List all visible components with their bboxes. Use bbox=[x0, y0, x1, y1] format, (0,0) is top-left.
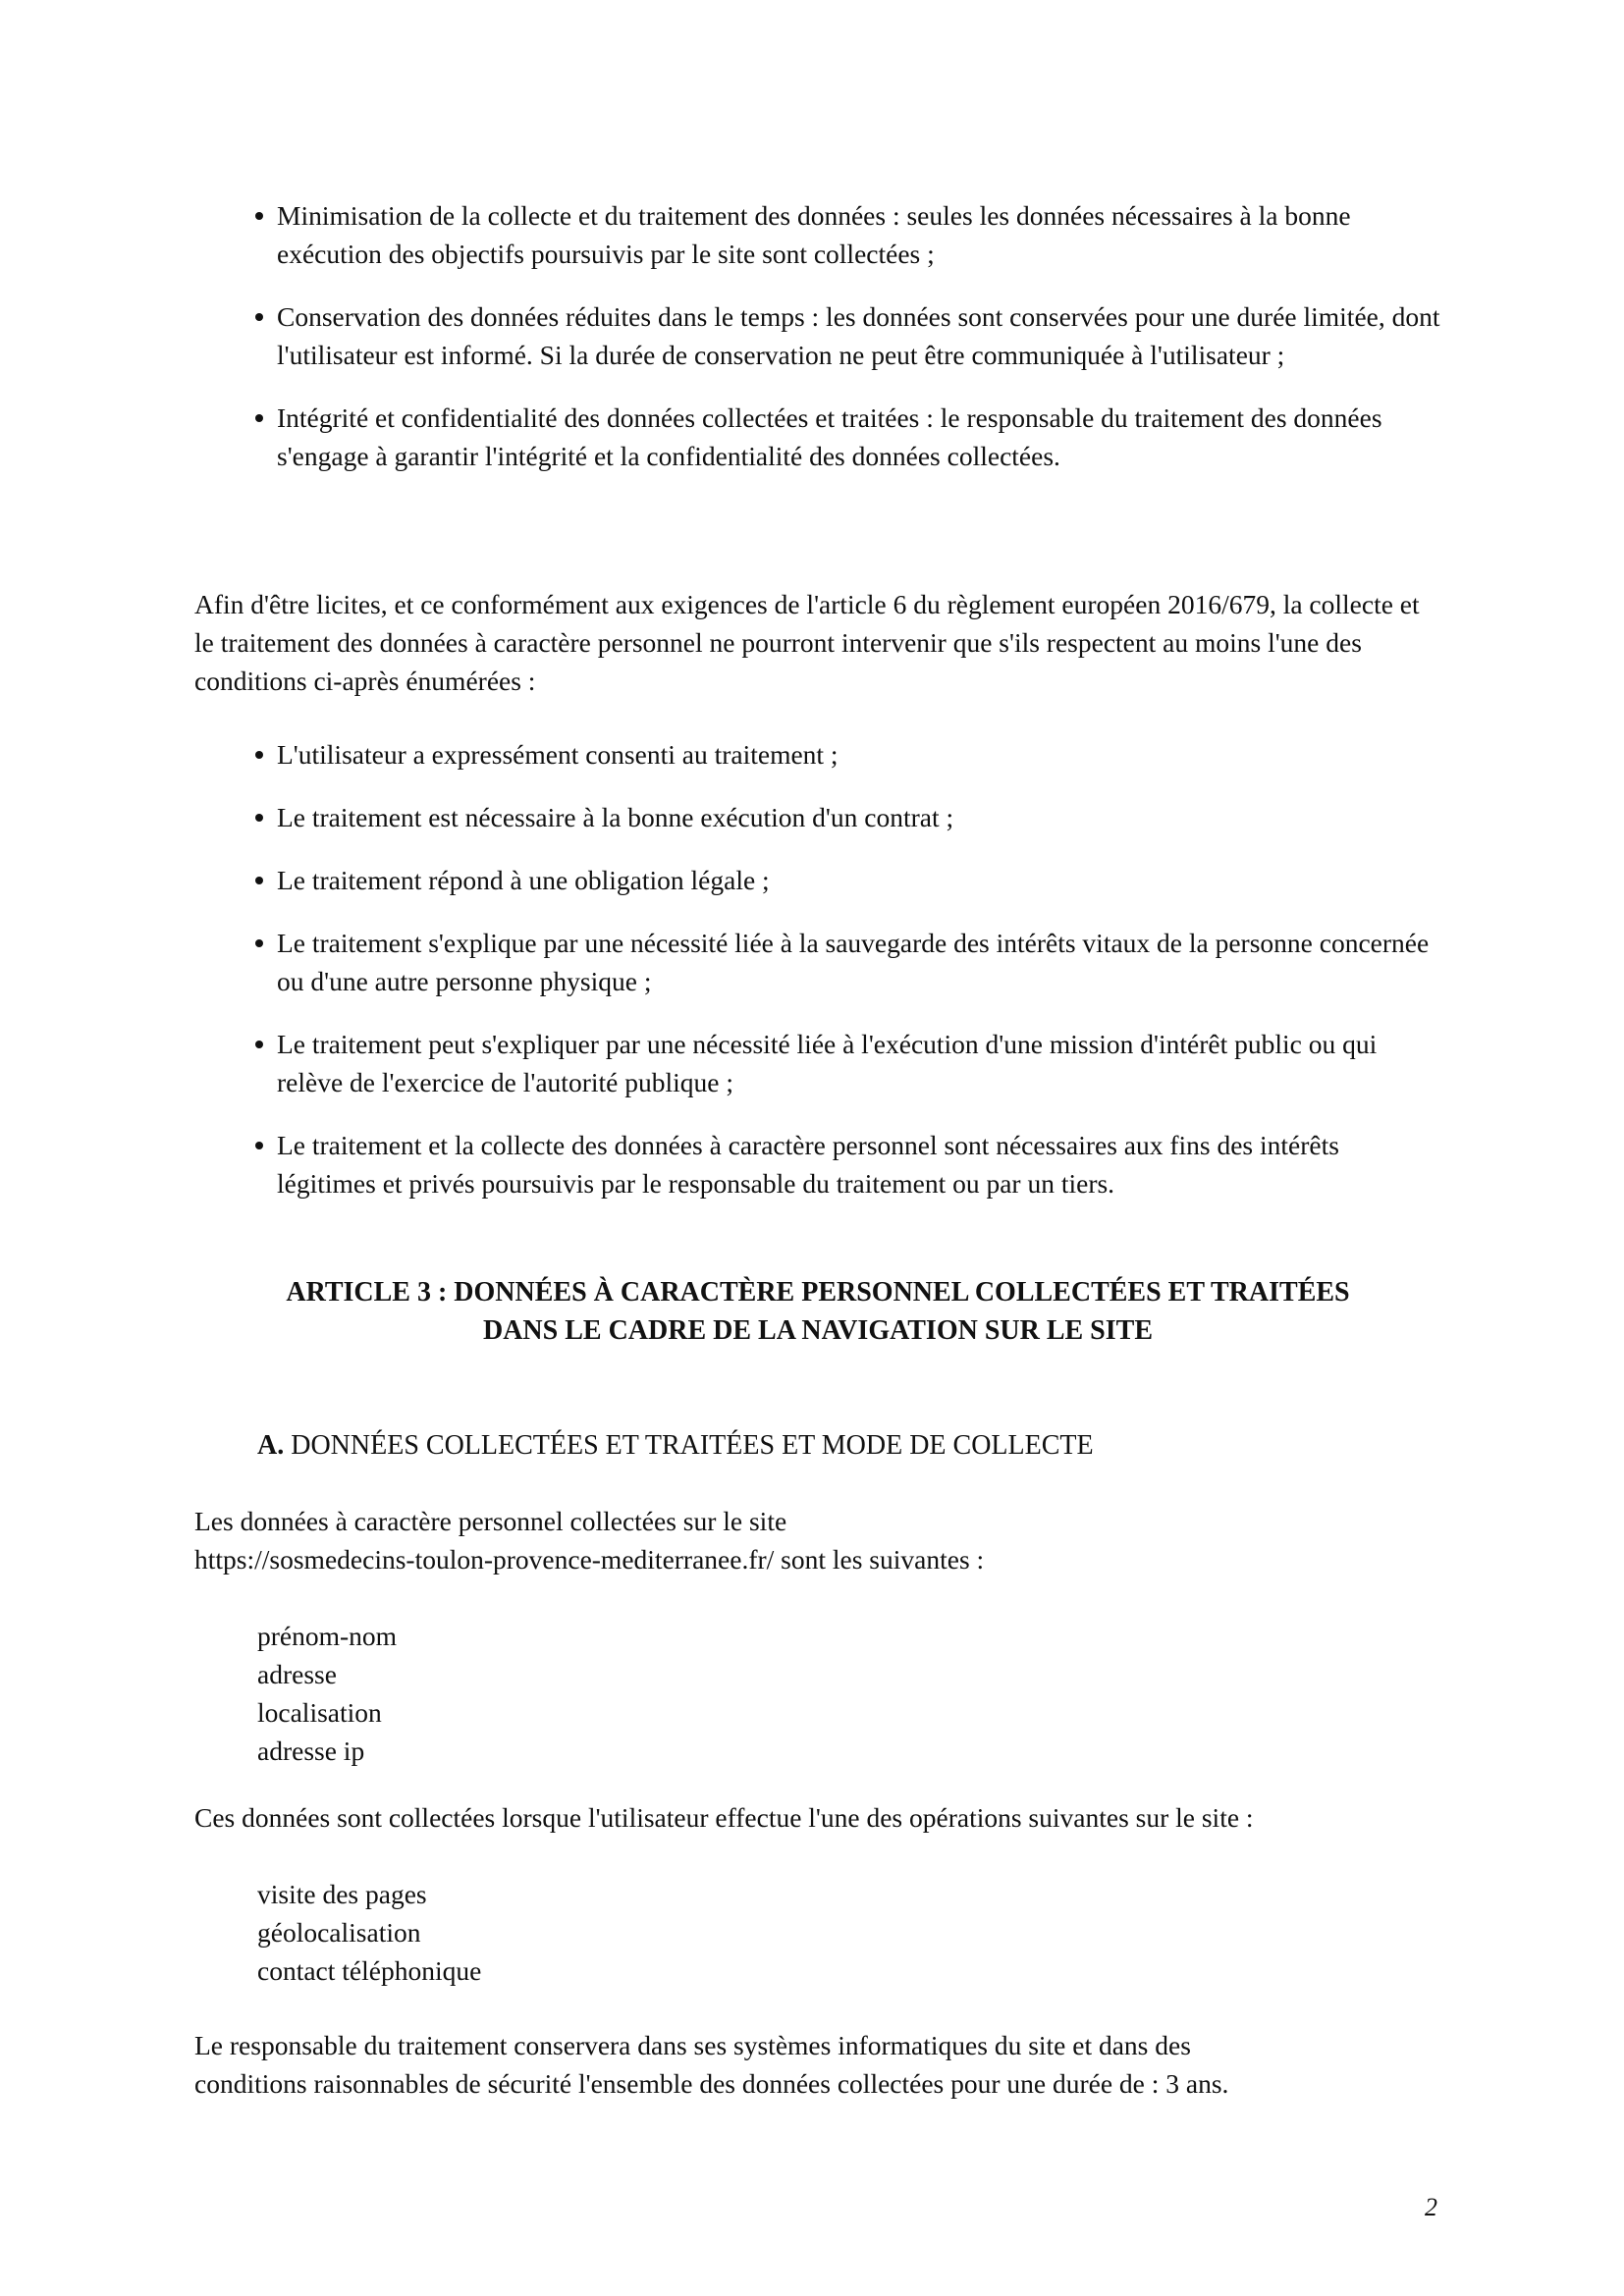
retention-line-2: conditions raisonnables de sécurité l'ensemble des données collectées pour une durée de : 3 ans. bbox=[194, 2068, 1229, 2099]
bullet-icon bbox=[255, 414, 263, 422]
list-item-text: Le traitement est nécessaire à la bonne exécution d'un contrat ; bbox=[277, 802, 954, 832]
list-item-text: Conservation des données réduites dans le temps : les données sont conservées pour une durée limitée, dont l'utilisateur est informé. Si la durée de conservation ne peut être communiquée à l'utilisateur ; bbox=[277, 301, 1440, 370]
operation-item: géolocalisation bbox=[257, 1917, 421, 1948]
bullet-icon bbox=[255, 814, 263, 822]
list-item-text: Le traitement s'explique par une nécessité liée à la sauvegarde des intérêts vitaux de la personne concernée ou d'une autre personne physique ; bbox=[277, 928, 1430, 996]
list-item bbox=[194, 297, 1441, 374]
list-item bbox=[194, 861, 1441, 899]
list-item-text: Le traitement peut s'expliquer par une nécessité liée à l'exécution d'une mission d'intérêt public ou qui relève de l'exercice de l'autorité publique ; bbox=[277, 1029, 1378, 1097]
list-item bbox=[194, 399, 1441, 475]
list-item bbox=[194, 1126, 1441, 1202]
data-item: localisation bbox=[257, 1697, 382, 1728]
section-a-letter: A. bbox=[257, 1430, 285, 1461]
data-item: prénom-nom bbox=[257, 1621, 398, 1651]
bullet-icon bbox=[255, 939, 263, 947]
retention-paragraph bbox=[194, 2026, 1441, 2103]
data-item: adresse ip bbox=[257, 1735, 365, 1766]
operations-list bbox=[194, 1875, 1504, 1990]
collected-data-intro-line-1: Les données à caractère personnel collectées sur le site bbox=[194, 1506, 787, 1536]
article-3-title-line-2: DANS LE CADRE DE LA NAVIGATION SUR LE SITE bbox=[482, 1315, 1154, 1346]
data-item: adresse bbox=[257, 1659, 337, 1689]
bullet-icon bbox=[255, 1142, 263, 1149]
list-item bbox=[194, 1025, 1441, 1101]
collected-data-list bbox=[194, 1617, 1504, 1770]
retention-line-1: Le responsable du traitement conservera dans ses systèmes informatiques du site et dans des bbox=[194, 2030, 1191, 2060]
article-3-heading bbox=[194, 1273, 1441, 1350]
collected-data-intro bbox=[194, 1502, 1441, 1578]
operations-intro: Ces données sont collectées lorsque l'utilisateur effectue l'une des opérations suivantes sur le site : bbox=[194, 1802, 1254, 1833]
list-item-text: L'utilisateur a expressément consenti au traitement ; bbox=[277, 739, 839, 770]
list-item-text: Intégrité et confidentialité des données collectées et traitées : le responsable du traitement des données s'engage à garantir l'intégrité et la confidentialité des données collectées. bbox=[277, 402, 1382, 471]
operation-item: visite des pages bbox=[257, 1879, 427, 1909]
list-item-text: Minimisation de la collecte et du traitement des données : seules les données nécessaires à la bonne exécution des objectifs poursuivis par le site sont collectées ; bbox=[277, 200, 1351, 269]
operation-item: contact téléphonique bbox=[257, 1955, 482, 1986]
section-a-title: DONNÉES COLLECTÉES ET TRAITÉES ET MODE DE COLLECTE bbox=[291, 1430, 1094, 1461]
bullet-icon bbox=[255, 751, 263, 759]
bullet-icon bbox=[255, 877, 263, 884]
bullet-icon bbox=[255, 1041, 263, 1048]
principles-list bbox=[194, 196, 1441, 475]
section-a-heading bbox=[194, 1426, 1504, 1465]
article-3-title-line-1: ARTICLE 3 : DONNÉES À CARACTÈRE PERSONNEL COLLECTÉES ET TRAITÉES bbox=[286, 1277, 1350, 1308]
lawfulness-paragraph: Afin d'être licites, et ce conformément aux exigences de l'article 6 du règlement européen 2016/679, la collecte et le traitement des données à caractère personnel ne pourront intervenir que s'ils respectent au moins l'une des conditions ci-après énumérées : bbox=[194, 589, 1420, 696]
list-item-text: Le traitement et la collecte des données à caractère personnel sont nécessaires aux fins des intérêts légitimes et privés poursuivis par le responsable du traitement ou par un tiers. bbox=[277, 1130, 1339, 1199]
page-number: 2 bbox=[1425, 2193, 1437, 2221]
conditions-list bbox=[194, 735, 1441, 1202]
list-item bbox=[194, 735, 1441, 774]
bullet-icon bbox=[255, 212, 263, 220]
collected-data-intro-line-2: https://sosmedecins-toulon-provence-mediterranee.fr/ sont les suivantes : bbox=[194, 1544, 985, 1575]
bullet-icon bbox=[255, 313, 263, 321]
list-item bbox=[194, 924, 1441, 1000]
list-item-text: Le traitement répond à une obligation légale ; bbox=[277, 865, 770, 895]
list-item bbox=[194, 196, 1441, 273]
list-item bbox=[194, 798, 1441, 836]
